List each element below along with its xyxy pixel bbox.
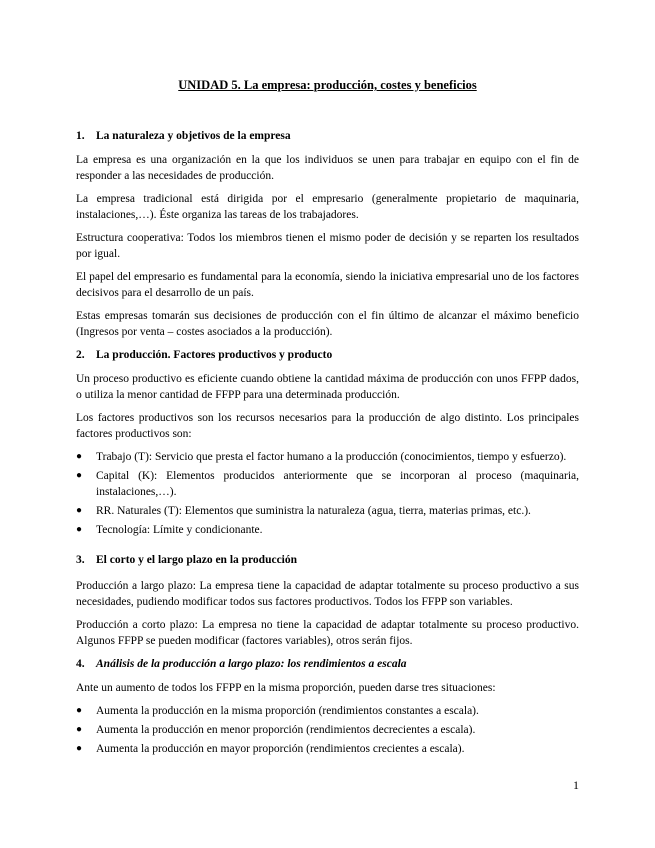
list-item-text: Tecnología: Límite y condicionante. — [96, 524, 263, 536]
paragraph: La empresa es una organización en la que los individuos se unen para trabajar en equipo con el fin de responder a las necesidades de producción. — [76, 154, 579, 182]
list-item-text: RR. Naturales (T): Elementos que suministra la naturaleza (agua, tierra, materias primas, etc.). — [96, 505, 531, 517]
bullet-icon: ● — [76, 451, 83, 462]
list-item-text: Aumenta la producción en menor proporción (rendimientos decrecientes a escala). — [96, 724, 476, 736]
section-title: Análisis de la producción a largo plazo: los rendimientos a escala — [96, 658, 407, 670]
section-number: 2. — [76, 349, 85, 361]
section-number: 3. — [76, 554, 85, 566]
list-item — [76, 741, 579, 757]
section-heading-1 — [76, 128, 579, 144]
list-item — [76, 503, 579, 519]
section-title: El corto y el largo plazo en la producción — [96, 554, 298, 566]
document-title: UNIDAD 5. La empresa: producción, costes y beneficios — [178, 78, 477, 92]
bullet-list — [76, 449, 579, 538]
list-item-text: Trabajo (T): Servicio que presta el factor humano a la producción (conocimientos, tiempo y esfuerzo). — [96, 451, 567, 463]
paragraph: Ante un aumento de todos los FFPP en la misma proporción, pueden darse tres situaciones: — [76, 682, 496, 694]
list-item-text: Aumenta la producción en mayor proporción (rendimientos crecientes a escala). — [96, 743, 465, 755]
paragraph: Producción a corto plazo: La empresa no tiene la capacidad de adaptar totalmente su proceso productivo. Algunos FFPP se pueden modificar (factores variables), otros serán fijos. — [76, 619, 579, 647]
list-item — [76, 449, 579, 465]
paragraph: Un proceso productivo es eficiente cuando obtiene la cantidad máxima de producción con unos FFPP dados, o utiliza la menor cantidad de FFPP para una determinada producción. — [76, 373, 579, 401]
section-number: 1. — [76, 130, 85, 142]
page-number: 1 — [573, 778, 579, 792]
list-item — [76, 703, 579, 719]
bullet-icon: ● — [76, 724, 83, 735]
list-item — [76, 468, 579, 500]
section-number: 4. — [76, 658, 85, 670]
section-title: La naturaleza y objetivos de la empresa — [96, 130, 291, 142]
paragraph: El papel del empresario es fundamental para la economía, siendo la iniciativa empresarial uno de los factores decisivos para el desarrollo de un país. — [76, 271, 579, 299]
document-page — [76, 72, 579, 760]
bullet-icon: ● — [76, 705, 83, 716]
bullet-icon: ● — [76, 470, 83, 481]
paragraph: La empresa tradicional está dirigida por el empresario (generalmente propietario de maquinaria, instalaciones,…). Éste organiza las tareas de los trabajadores. — [76, 193, 579, 221]
list-item — [76, 722, 579, 738]
paragraph: Los factores productivos son los recursos necesarios para la producción de algo distinto. Los principales factores productivos son: — [76, 412, 579, 440]
section-heading-2 — [76, 347, 579, 363]
bullet-icon: ● — [76, 524, 83, 535]
bullet-icon: ● — [76, 505, 83, 516]
section-heading-4 — [76, 656, 579, 672]
paragraph: Estas empresas tomarán sus decisiones de producción con el fin último de alcanzar el máximo beneficio (Ingresos por venta – costes asociados a la producción). — [76, 310, 579, 338]
section-title: La producción. Factores productivos y producto — [96, 349, 333, 361]
list-item-text: Capital (K): Elementos producidos anteriormente que se incorporan al proceso (maquinaria, instalaciones,…). — [96, 470, 579, 498]
bullet-icon: ● — [76, 743, 83, 754]
paragraph: Producción a largo plazo: La empresa tiene la capacidad de adaptar totalmente su proceso productivo a sus necesidades, pudiendo modificar todos sus factores productivos. Todos los FFPP son variables. — [76, 580, 579, 608]
bullet-list — [76, 703, 579, 757]
section-heading-3 — [76, 552, 579, 568]
paragraph: Estructura cooperativa: Todos los miembros tienen el mismo poder de decisión y se reparten los resultados por igual. — [76, 232, 579, 260]
list-item-text: Aumenta la producción en la misma proporción (rendimientos constantes a escala). — [96, 705, 479, 717]
list-item — [76, 522, 579, 538]
